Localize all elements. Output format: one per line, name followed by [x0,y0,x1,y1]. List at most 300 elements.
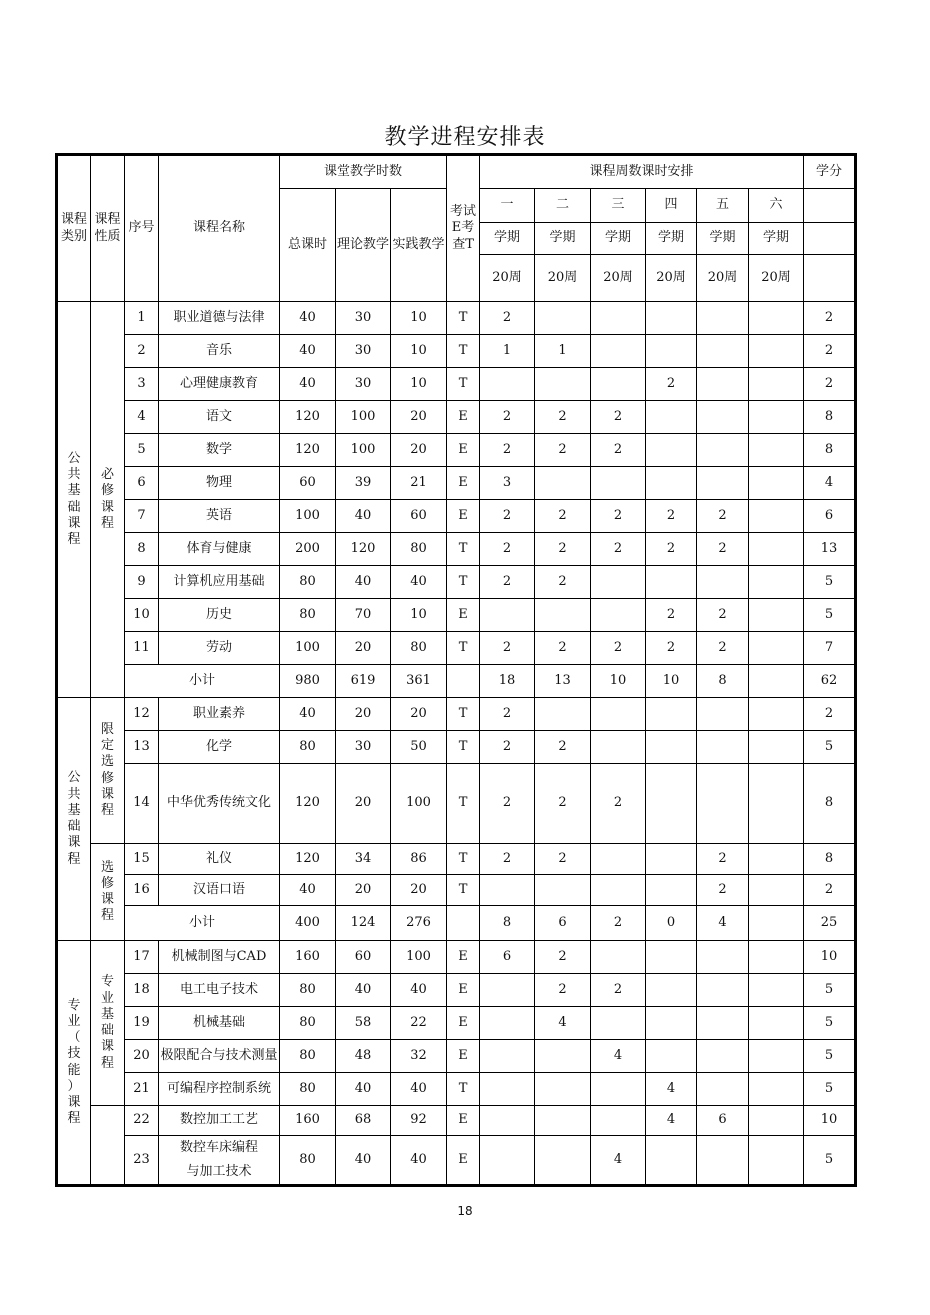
value-cell: 20 [391,434,447,467]
value-cell: 7 [804,632,856,665]
value-cell: 20 [391,875,447,906]
value-cell: 40 [280,335,336,368]
value-cell: 120 [280,844,336,875]
value-cell: 2 [535,764,591,844]
value-cell: 8 [804,434,856,467]
value-cell: 2 [591,764,646,844]
value-cell: T [447,368,480,401]
value-cell [749,566,804,599]
value-cell: 21 [391,467,447,500]
value-cell: 2 [480,764,535,844]
seq-cell: 22 [125,1106,159,1136]
term-3: 三 [591,189,646,223]
value-cell [646,1136,697,1186]
seq-cell: 21 [125,1073,159,1106]
subtotal-label: 小计 [125,665,280,698]
nature-cell: 限 定 选 修 课 程 [91,698,125,844]
value-cell: 25 [804,906,856,941]
value-cell: 2 [646,533,697,566]
value-cell: 2 [480,533,535,566]
value-cell [646,844,697,875]
value-cell: 1 [480,335,535,368]
value-cell [535,1073,591,1106]
value-cell [697,1073,749,1106]
value-cell: 4 [697,906,749,941]
value-cell [749,974,804,1007]
table-row [57,401,856,434]
value-cell: 10 [804,1106,856,1136]
value-cell [749,875,804,906]
value-cell: 80 [280,1136,336,1186]
value-cell [749,1106,804,1136]
value-cell [749,632,804,665]
seq-cell: 13 [125,731,159,764]
value-cell: 48 [336,1040,391,1073]
term-6: 六 [749,189,804,223]
value-cell [749,533,804,566]
seq-cell: 10 [125,599,159,632]
value-cell: 400 [280,906,336,941]
value-cell [749,599,804,632]
table-row [57,698,856,731]
seq-cell: 17 [125,941,159,974]
value-cell [646,731,697,764]
value-cell [480,875,535,906]
value-cell: 361 [391,665,447,698]
value-cell: 100 [280,632,336,665]
course-name-cell: 劳动 [159,632,280,665]
value-cell [697,698,749,731]
course-name-cell: 数控加工工艺 [159,1106,280,1136]
header-total: 总课时 [280,189,336,302]
value-cell: 20 [391,698,447,731]
term-label: 学期 [646,223,697,255]
course-name-cell: 化学 [159,731,280,764]
value-cell: 120 [280,434,336,467]
seq-cell: 14 [125,764,159,844]
table-row [57,302,856,335]
value-cell: 60 [280,467,336,500]
value-cell: 0 [646,906,697,941]
term-1: 一 [480,189,535,223]
value-cell: 2 [535,566,591,599]
value-cell [591,698,646,731]
value-cell: 40 [391,566,447,599]
course-name-cell: 电工电子技术 [159,974,280,1007]
value-cell: 8 [804,401,856,434]
course-name-cell: 中华优秀传统文化 [159,764,280,844]
value-cell: 2 [535,632,591,665]
value-cell: 80 [280,731,336,764]
value-cell [749,368,804,401]
header-seq: 序号 [125,155,159,302]
seq-cell: 9 [125,566,159,599]
value-cell: 5 [804,974,856,1007]
value-cell: 2 [591,906,646,941]
value-cell: 6 [697,1106,749,1136]
course-name-cell: 职业道德与法律 [159,302,280,335]
value-cell [591,731,646,764]
value-cell: 2 [480,844,535,875]
course-name-cell [159,1136,280,1186]
value-cell [749,335,804,368]
weeks-label: 20周 [646,255,697,302]
value-cell: 40 [391,1073,447,1106]
value-cell: 100 [280,500,336,533]
value-cell [480,1040,535,1073]
value-cell [535,698,591,731]
value-cell: 100 [391,764,447,844]
category-cell: 专 业 （ 技 能 ） 课 程 [57,941,91,1186]
value-cell: 2 [697,599,749,632]
value-cell: 120 [280,764,336,844]
weeks-label: 20周 [480,255,535,302]
nature-cell: 必 修 课 程 [91,302,125,698]
value-cell [749,764,804,844]
value-cell [480,1136,535,1186]
value-cell: 80 [280,1040,336,1073]
term-2: 二 [535,189,591,223]
weeks-label: 20周 [749,255,804,302]
term-label: 学期 [591,223,646,255]
course-name-cell: 数学 [159,434,280,467]
value-cell [697,1040,749,1073]
value-cell: 2 [804,368,856,401]
value-cell: 30 [336,731,391,764]
value-cell: 70 [336,599,391,632]
subtotal-row [57,665,856,698]
seq-cell: 11 [125,632,159,665]
value-cell [697,302,749,335]
value-cell: 13 [535,665,591,698]
header-category: 课程类别 [57,155,91,302]
value-cell: 160 [280,941,336,974]
value-cell: 5 [804,566,856,599]
nature-cell: 选 修 课 程 [91,844,125,941]
course-name-cell: 心理健康教育 [159,368,280,401]
category-cell: 公 共 基 础 课 程 [57,302,91,698]
value-cell: 34 [336,844,391,875]
value-cell [447,906,480,941]
credit-blank [804,189,856,223]
value-cell [646,566,697,599]
seq-cell: 8 [125,533,159,566]
subtotal-row [57,906,856,941]
value-cell [591,875,646,906]
table-row [57,566,856,599]
value-cell: 40 [280,698,336,731]
value-cell: 62 [804,665,856,698]
value-cell: 2 [480,566,535,599]
value-cell [749,500,804,533]
table-row [57,764,856,844]
value-cell: 2 [535,401,591,434]
value-cell [480,1106,535,1136]
value-cell: 40 [391,1136,447,1186]
credit-blank [804,223,856,255]
course-name-cell: 可编程序控制系统 [159,1073,280,1106]
value-cell [697,368,749,401]
nature-cell: 专 业 基 础 课 程 [91,941,125,1106]
course-name-cell: 历史 [159,599,280,632]
value-cell: 2 [646,632,697,665]
value-cell: 2 [480,434,535,467]
value-cell: 80 [280,599,336,632]
value-cell: 100 [391,941,447,974]
teaching-schedule-table [55,153,857,1187]
value-cell [646,401,697,434]
value-cell [646,941,697,974]
course-name-cell: 计算机应用基础 [159,566,280,599]
value-cell: 2 [480,302,535,335]
header-nature: 课程性质 [91,155,125,302]
value-cell: 39 [336,467,391,500]
table-row [57,1106,856,1136]
value-cell: E [447,1040,480,1073]
value-cell: 2 [804,875,856,906]
value-cell: T [447,632,480,665]
course-name-line: 与加工技术 [186,1164,252,1179]
value-cell [697,764,749,844]
value-cell: 2 [591,401,646,434]
value-cell [480,599,535,632]
value-cell [535,1040,591,1073]
value-cell [480,1073,535,1106]
value-cell: 124 [336,906,391,941]
value-cell [646,764,697,844]
value-cell: 8 [697,665,749,698]
header-weekly: 课程周数课时安排 [480,155,804,189]
value-cell: 8 [804,764,856,844]
value-cell: 18 [480,665,535,698]
value-cell: 2 [697,500,749,533]
table-row [57,974,856,1007]
table-row [57,467,856,500]
term-label: 学期 [480,223,535,255]
category-cell: 公 共 基 础 课 程 [57,698,91,941]
table-row [57,731,856,764]
value-cell: 40 [336,1073,391,1106]
nature-cell-blank [91,1106,125,1186]
value-cell: 40 [336,974,391,1007]
value-cell: 2 [480,500,535,533]
value-cell: E [447,467,480,500]
term-5: 五 [697,189,749,223]
seq-cell: 5 [125,434,159,467]
value-cell: 60 [391,500,447,533]
value-cell: 2 [591,500,646,533]
value-cell: 5 [804,599,856,632]
value-cell: 10 [804,941,856,974]
course-name-cell: 职业素养 [159,698,280,731]
value-cell [591,566,646,599]
table-row [57,632,856,665]
value-cell: T [447,335,480,368]
header-practice: 实践教学 [391,189,447,302]
weeks-label: 20周 [591,255,646,302]
header-exam: 考试E考查T [447,155,480,302]
value-cell: 2 [697,875,749,906]
value-cell: 2 [591,434,646,467]
value-cell: 2 [804,698,856,731]
value-cell [749,1040,804,1073]
weeks-label: 20周 [535,255,591,302]
value-cell: 60 [336,941,391,974]
value-cell [535,467,591,500]
seq-cell: 18 [125,974,159,1007]
course-name-cell: 机械基础 [159,1007,280,1040]
value-cell: 2 [804,335,856,368]
value-cell [591,844,646,875]
value-cell: 100 [336,401,391,434]
value-cell: E [447,500,480,533]
value-cell [749,844,804,875]
value-cell: 2 [535,941,591,974]
value-cell: 40 [336,1136,391,1186]
course-name-cell: 体育与健康 [159,533,280,566]
value-cell [591,368,646,401]
value-cell: 30 [336,368,391,401]
value-cell: 2 [646,368,697,401]
value-cell [749,1136,804,1186]
value-cell: 2 [591,974,646,1007]
value-cell: 2 [535,974,591,1007]
value-cell [749,302,804,335]
value-cell [697,467,749,500]
value-cell: 20 [336,632,391,665]
value-cell: 13 [804,533,856,566]
value-cell: 2 [535,500,591,533]
value-cell: 10 [391,302,447,335]
seq-cell: 2 [125,335,159,368]
value-cell: T [447,844,480,875]
value-cell: 2 [535,434,591,467]
header-credit: 学分 [804,155,856,189]
table-row [57,599,856,632]
value-cell: E [447,1007,480,1040]
value-cell: 980 [280,665,336,698]
seq-cell: 7 [125,500,159,533]
value-cell [591,599,646,632]
term-label: 学期 [697,223,749,255]
value-cell: 6 [804,500,856,533]
value-cell: 30 [336,302,391,335]
seq-cell: 23 [125,1136,159,1186]
table-row [57,1073,856,1106]
value-cell [591,467,646,500]
value-cell [749,665,804,698]
value-cell: 2 [480,401,535,434]
seq-cell: 6 [125,467,159,500]
seq-cell: 12 [125,698,159,731]
value-cell [749,1007,804,1040]
value-cell: 40 [336,566,391,599]
value-cell: 32 [391,1040,447,1073]
value-cell: 2 [535,533,591,566]
value-cell [749,731,804,764]
value-cell: 22 [391,1007,447,1040]
value-cell: T [447,533,480,566]
value-cell: 2 [804,302,856,335]
value-cell: 92 [391,1106,447,1136]
value-cell [646,974,697,1007]
value-cell [646,1007,697,1040]
value-cell: 1 [535,335,591,368]
value-cell: E [447,1106,480,1136]
value-cell: 50 [391,731,447,764]
header-class-hours: 课堂教学时数 [280,155,447,189]
value-cell [646,302,697,335]
course-name-cell: 音乐 [159,335,280,368]
value-cell [646,434,697,467]
seq-cell: 1 [125,302,159,335]
value-cell: 4 [646,1073,697,1106]
value-cell: T [447,698,480,731]
value-cell: 40 [391,974,447,1007]
value-cell [535,302,591,335]
value-cell [591,1073,646,1106]
value-cell: 2 [646,599,697,632]
course-name-cell: 物理 [159,467,280,500]
value-cell: E [447,974,480,1007]
course-name-cell: 礼仪 [159,844,280,875]
value-cell: T [447,875,480,906]
seq-cell: 20 [125,1040,159,1073]
seq-cell: 16 [125,875,159,906]
value-cell [591,335,646,368]
value-cell: 2 [480,632,535,665]
value-cell [480,974,535,1007]
page-number: 18 [457,1204,473,1218]
value-cell: 20 [336,698,391,731]
value-cell: 80 [280,1007,336,1040]
value-cell: 68 [336,1106,391,1136]
value-cell: 2 [535,844,591,875]
seq-cell: 4 [125,401,159,434]
value-cell: 120 [280,401,336,434]
table-row [57,1007,856,1040]
course-name-line: 数控车床编程 [179,1140,258,1155]
term-label: 学期 [535,223,591,255]
value-cell: 40 [336,500,391,533]
value-cell: 20 [391,401,447,434]
value-cell: 100 [336,434,391,467]
header-theory: 理论教学 [336,189,391,302]
value-cell: 5 [804,1136,856,1186]
value-cell: 80 [280,974,336,1007]
value-cell [697,335,749,368]
value-cell: 8 [480,906,535,941]
value-cell: 40 [280,302,336,335]
value-cell: 86 [391,844,447,875]
course-name-cell: 极限配合与技术测量 [159,1040,280,1073]
value-cell: 4 [591,1040,646,1073]
value-cell [535,875,591,906]
table-row [57,368,856,401]
value-cell: E [447,401,480,434]
value-cell: 5 [804,731,856,764]
value-cell [749,906,804,941]
table-row [57,335,856,368]
value-cell: 3 [480,467,535,500]
value-cell [749,467,804,500]
value-cell: 8 [804,844,856,875]
value-cell: 10 [391,368,447,401]
value-cell [646,875,697,906]
value-cell: 4 [804,467,856,500]
table-row [57,500,856,533]
value-cell [591,1106,646,1136]
